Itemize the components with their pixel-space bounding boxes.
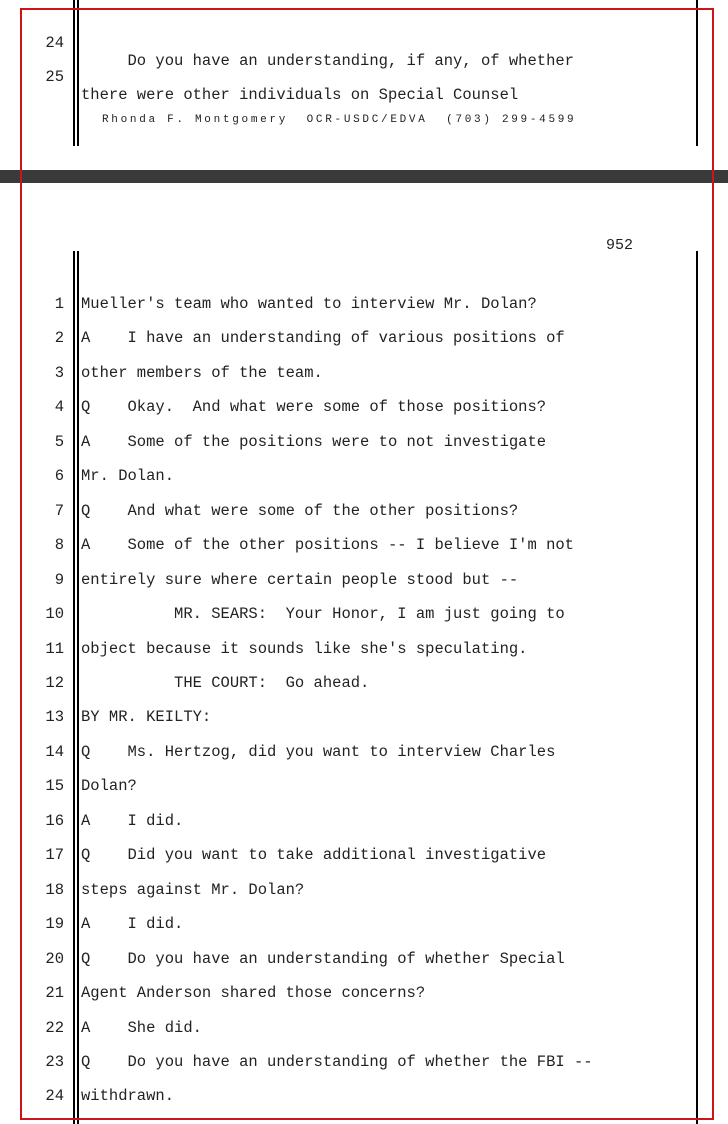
line-text: Mueller's team who wanted to interview Mr. Dolan? [81, 295, 537, 313]
line-number: 13 [45, 708, 64, 727]
line-text: entirely sure where certain people stood but -- [81, 570, 519, 589]
line-text: Q Okay. And what were some of those positions? [81, 398, 547, 417]
line-number: 21 [45, 984, 64, 1002]
line-text: A Some of the other positions -- I believe I'm not [81, 536, 574, 555]
line-text: Mr. Dolan. [81, 467, 175, 486]
page-number: 952 [605, 237, 633, 254]
line-number: 18 [45, 880, 64, 899]
reporter-footer: Rhonda F. Montgomery OCR-USDC/EDVA (703) 299-4599 [102, 114, 577, 126]
line-number: 14 [45, 742, 64, 761]
line-text: withdrawn. [81, 1087, 175, 1106]
line-text: Q And what were some of the other positions? [81, 501, 519, 520]
line-text: A Some of the positions were to not investigate [81, 432, 547, 451]
line-number: 15 [45, 777, 64, 796]
line-number: 11 [45, 639, 64, 658]
line-number: 7 [54, 501, 64, 520]
line-number: 19 [45, 915, 64, 934]
line-text: A I did. [81, 811, 184, 830]
line-text: steps against Mr. Dolan? [81, 880, 305, 899]
line-text: A I have an understanding of various positions of [81, 329, 565, 348]
line-number: 24 [45, 34, 64, 52]
line-number: 4 [54, 398, 64, 417]
highlight-frame [20, 8, 714, 1120]
line-text: MR. SEARS: Your Honor, I am just going to [81, 605, 565, 624]
line-text: Q Do you have an understanding of whether the FBI -- [81, 1052, 593, 1071]
line-number: 6 [54, 467, 64, 486]
line-text: Agent Anderson shared those concerns? [81, 984, 426, 1002]
line-number: 17 [45, 846, 64, 865]
line-number: 3 [54, 363, 64, 382]
line-number: 16 [45, 811, 64, 830]
line-text: there were other individuals on Special Counsel [81, 86, 519, 104]
line-number: 5 [54, 432, 64, 451]
line-number: 25 [45, 68, 64, 86]
line-text: THE COURT: Go ahead. [81, 674, 370, 692]
line-number: 10 [45, 605, 64, 624]
line-text: Dolan? [81, 777, 137, 796]
line-text: object because it sounds like she's speculating. [81, 639, 528, 658]
line-text: Do you have an understanding, if any, of whether [81, 52, 574, 70]
line-number: 1 [54, 295, 64, 313]
line-text: A I did. [81, 915, 184, 934]
line-number: 2 [54, 329, 64, 348]
line-text: Q Do you have an understanding of whether Special [81, 949, 565, 968]
line-text: Q Ms. Hertzog, did you want to interview Charles [81, 742, 556, 761]
line-number: 23 [45, 1052, 64, 1071]
line-number: 20 [45, 949, 64, 968]
line-text: A She did. [81, 1018, 202, 1037]
line-number: 8 [54, 536, 64, 555]
line-text: BY MR. KEILTY: [81, 708, 212, 727]
line-number: 12 [45, 674, 64, 692]
line-number: 24 [45, 1087, 64, 1106]
line-number: 22 [45, 1018, 64, 1037]
line-text: other members of the team. [81, 363, 323, 382]
line-text: Q Did you want to take additional investigative [81, 846, 547, 865]
line-number: 9 [54, 570, 64, 589]
